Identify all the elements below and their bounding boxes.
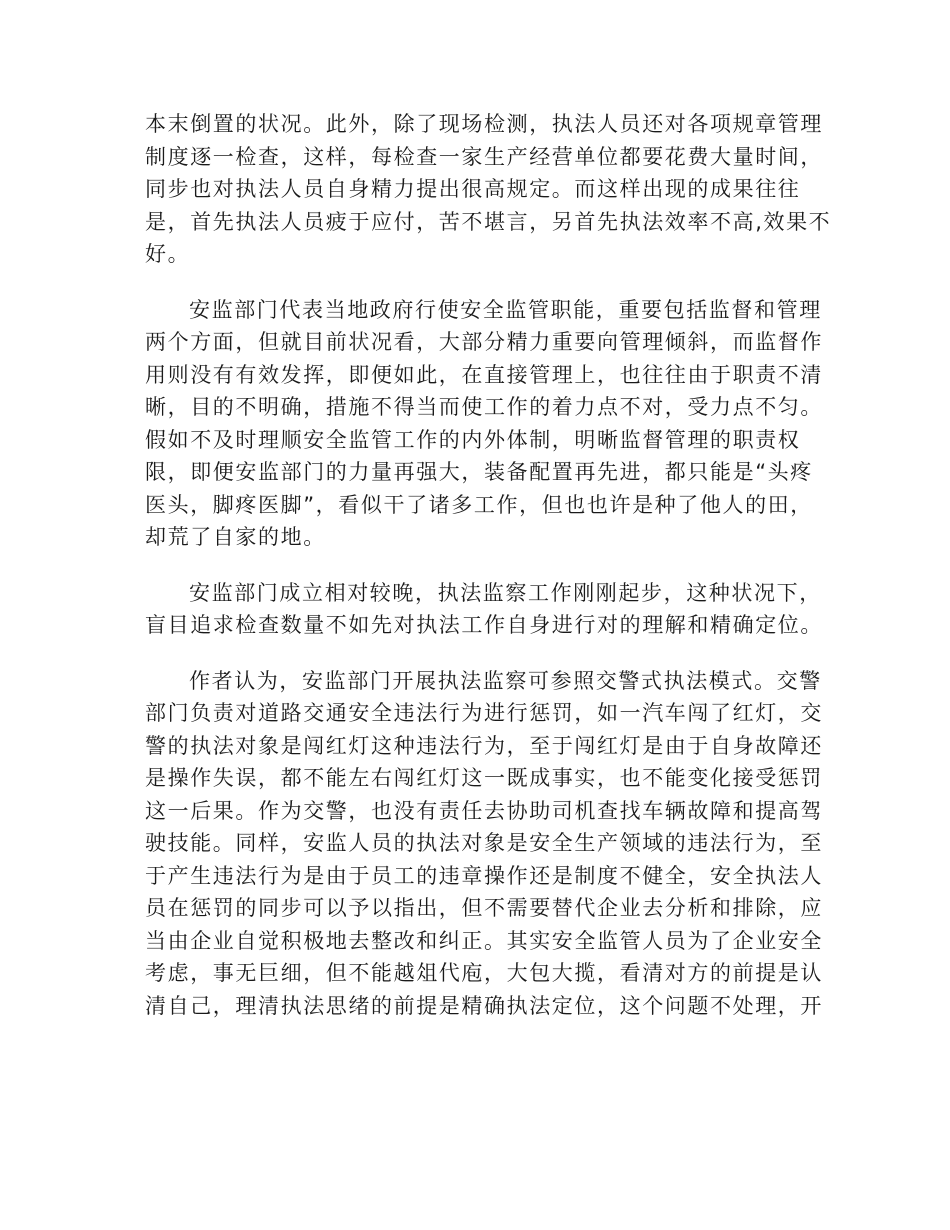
paragraph-4	[145, 665, 823, 1023]
paragraph-line: 驶技能。同样，安监人员的执法对象是安全生产领域的违法行为，至	[145, 831, 823, 855]
paragraph-line: 部门负责对道路交通安全违法行为进行惩罚，如一汽车闯了红灯，交	[145, 701, 823, 725]
paragraph-spacer	[145, 271, 805, 294]
paragraph-line: 这一后果。作为交警，也没有责任去协助司机查找车辆故障和提高驾	[145, 798, 823, 823]
paragraph-line: 考虑，事无巨细，但不能越俎代庖，大包大揽，看清对方的前提是认	[145, 961, 823, 985]
paragraph-1	[145, 108, 832, 271]
paragraph-line: 假如不及时理顺安全监管工作的内外体制，明晰监督管理的职责权	[145, 427, 801, 452]
paragraph-line: 制度逐一检查，这样，每检查一家生产经营单位都要花费大量时间，	[145, 144, 823, 169]
paragraph-2	[145, 294, 823, 554]
paragraph-line: 却荒了自家的地。	[145, 525, 326, 549]
paragraph-line: 晰，目的不明确，措施不得当而使工作的着力点不对，受力点不匀。	[145, 395, 823, 419]
paragraph-3	[145, 577, 823, 642]
paragraph-line: 安监部门代表当地政府行使安全监管职能，重要包括监督和管理	[189, 297, 822, 322]
paragraph-line: 是操作失误，都不能左右闯红灯这一既成事实，也不能变化接受惩罚	[145, 766, 823, 790]
paragraph-spacer	[145, 642, 805, 665]
paragraph-line: 作者认为，安监部门开展执法监察可参照交警式执法模式。交警	[189, 668, 822, 693]
paragraph-line: 好。	[145, 242, 191, 266]
paragraph-line: 医头，脚疼医脚”，看似干了诸多工作，但也也许是种了他人的田，	[145, 492, 813, 517]
paragraph-line: 当由企业自觉积极地去整改和纠正。其实安全监管人员为了企业安全	[145, 928, 823, 953]
paragraph-line: 于产生违法行为是由于员工的违章操作还是制度不健全，安全执法人	[145, 863, 823, 888]
paragraph-line: 本末倒置的状况。此外，除了现场检测，执法人员还对各项规章管理	[145, 112, 823, 136]
paragraph-line: 同步也对执法人员自身精力提出很高规定。而这样出现的成果往往	[145, 177, 801, 201]
paragraph-spacer	[145, 554, 805, 577]
document-body	[145, 108, 832, 1022]
paragraph-line: 两个方面，但就目前状况看，大部分精力重要向管理倾斜，而监督作	[145, 330, 823, 354]
paragraph-line: 警的执法对象是闯红灯这种违法行为，至于闯红灯是由于自身故障还	[145, 733, 823, 758]
paragraph-line: 盲目追求检查数量不如先对执法工作自身进行对的理解和精确定位。	[145, 613, 823, 637]
paragraph-line: 是，首先执法人员疲于应付，苦不堪言，另首先执法效率不高,效果不	[145, 209, 832, 234]
paragraph-line: 安监部门成立相对较晚，执法监察工作刚刚起步，这种状况下，	[189, 580, 822, 605]
paragraph-line: 用则没有有效发挥，即便如此，在直接管理上，也往往由于职责不清	[145, 362, 823, 387]
paragraph-line: 限，即便安监部门的力量再强大，装备配置再先进，都只能是“头疼	[145, 460, 813, 484]
paragraph-line: 员在惩罚的同步可以予以指出，但不需要替代企业去分析和排除，应	[145, 896, 823, 920]
paragraph-line: 清自己，理清执法思绪的前提是精确执法定位，这个问题不处理，开	[145, 993, 823, 1018]
